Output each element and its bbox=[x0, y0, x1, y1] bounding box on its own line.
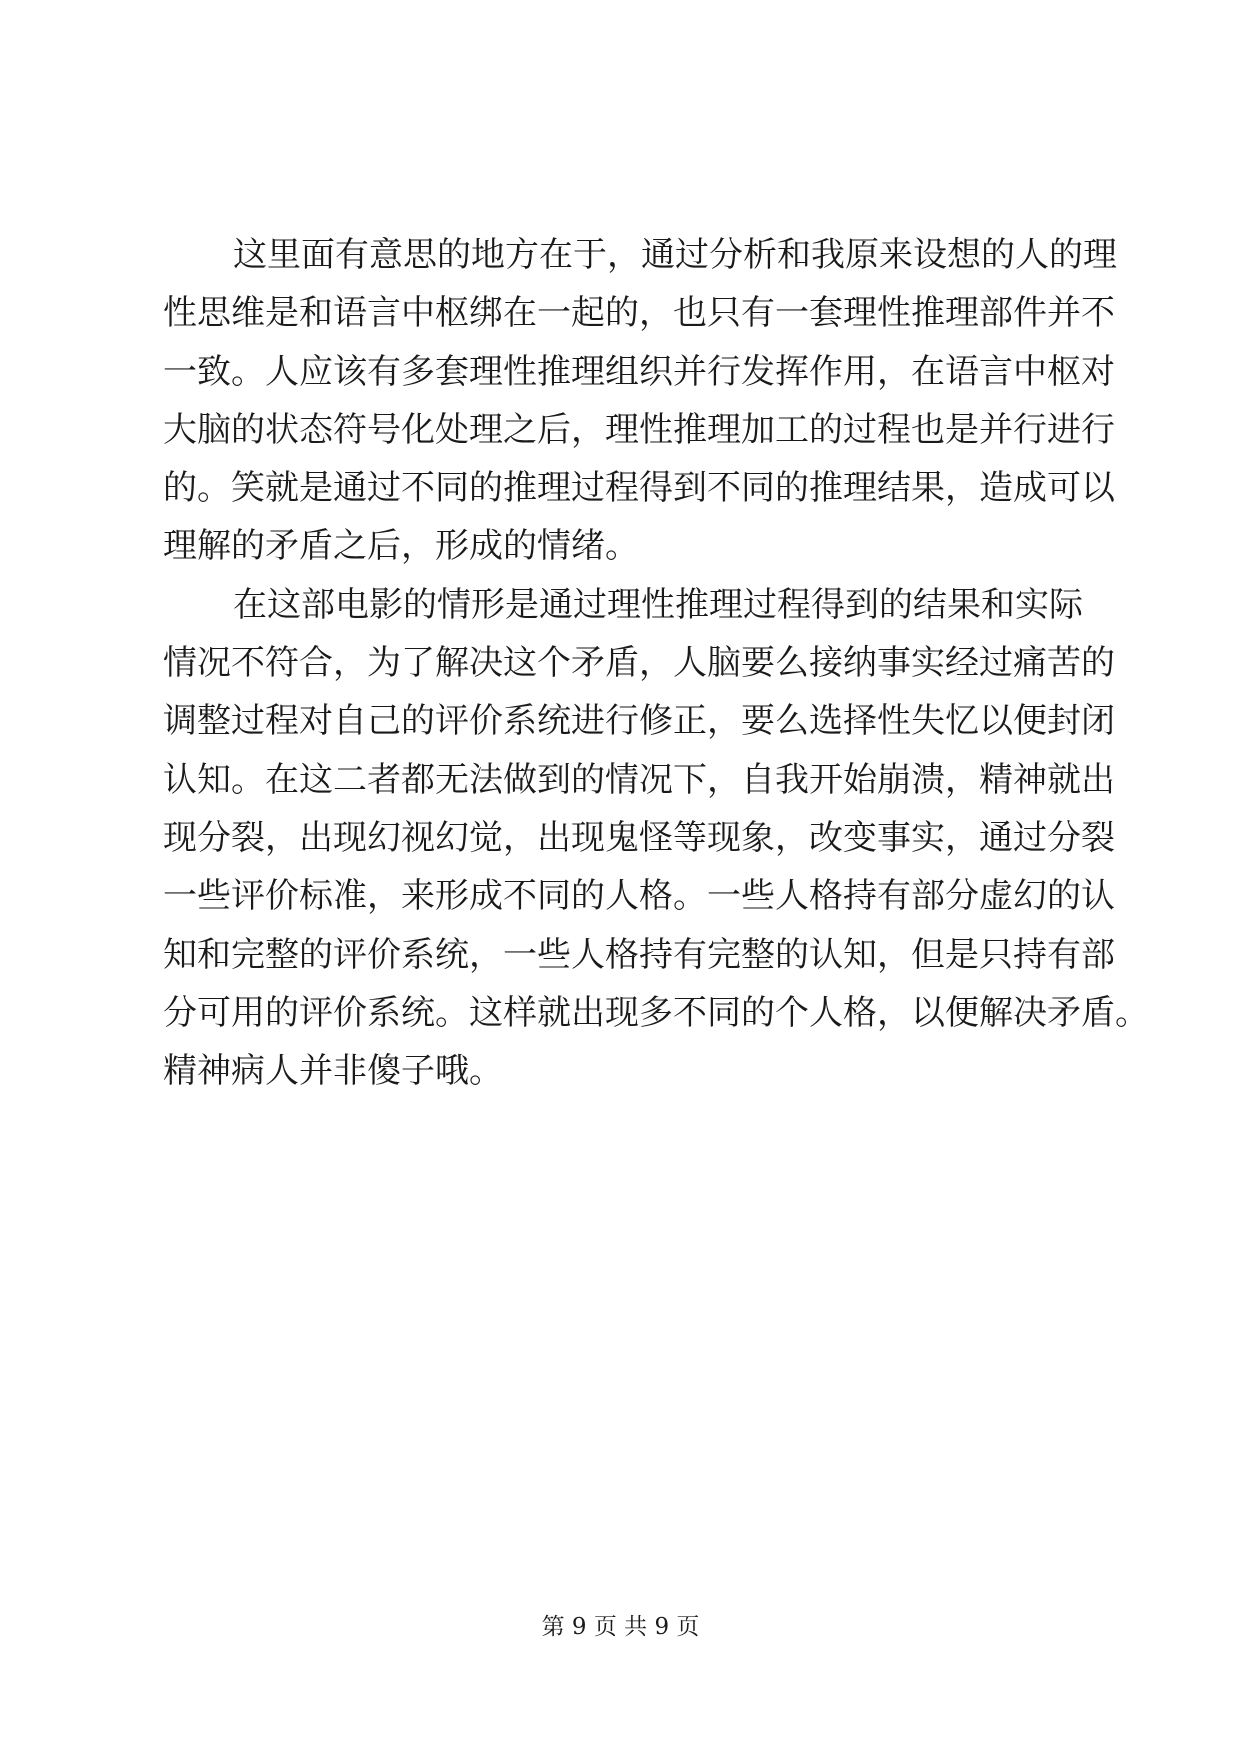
paragraph-line: 在这部电影的情形是通过理性推理过程得到的结果和实际 bbox=[233, 584, 1083, 625]
paragraph-line: 现分裂，出现幻视幻觉，出现鬼怪等现象，改变事实，通过分裂 bbox=[163, 817, 1115, 858]
paragraph-line: 精神病人并非傻子哦。 bbox=[163, 1051, 503, 1092]
page-number-footer: 第 9 页 共 9 页 bbox=[541, 1614, 700, 1640]
paragraph-line: 知和完整的评价系统，一些人格持有完整的认知，但是只持有部 bbox=[163, 934, 1115, 975]
paragraph-line: 大脑的状态符号化处理之后，理性推理加工的过程也是并行进行 bbox=[163, 409, 1115, 450]
paragraph-line: 分可用的评价系统。这样就出现多不同的个人格，以便解决矛盾。 bbox=[163, 992, 1149, 1033]
document-body bbox=[163, 226, 1149, 1100]
paragraph-line: 认知。在这二者都无法做到的情况下，自我开始崩溃，精神就出 bbox=[163, 759, 1115, 800]
paragraph-line: 性思维是和语言中枢绑在一起的，也只有一套理性推理部件并不 bbox=[163, 293, 1115, 334]
paragraph-1 bbox=[163, 226, 1117, 576]
paragraph-line: 一些评价标准，来形成不同的人格。一些人格持有部分虚幻的认 bbox=[163, 876, 1115, 917]
paragraph-line: 的。笑就是通过不同的推理过程得到不同的推理结果，造成可以 bbox=[163, 468, 1115, 509]
paragraph-line: 这里面有意思的地方在于，通过分析和我原来设想的人的理 bbox=[233, 235, 1117, 275]
paragraph-line: 情况不符合，为了解决这个矛盾，人脑要么接纳事实经过痛苦的 bbox=[163, 643, 1115, 684]
paragraph-line: 理解的矛盾之后，形成的情绪。 bbox=[163, 526, 639, 567]
paragraph-2 bbox=[163, 576, 1149, 1101]
paragraph-line: 调整过程对自己的评价系统进行修正，要么选择性失忆以便封闭 bbox=[163, 701, 1115, 742]
paragraph-line: 一致。人应该有多套理性推理组织并行发挥作用，在语言中枢对 bbox=[163, 351, 1115, 392]
